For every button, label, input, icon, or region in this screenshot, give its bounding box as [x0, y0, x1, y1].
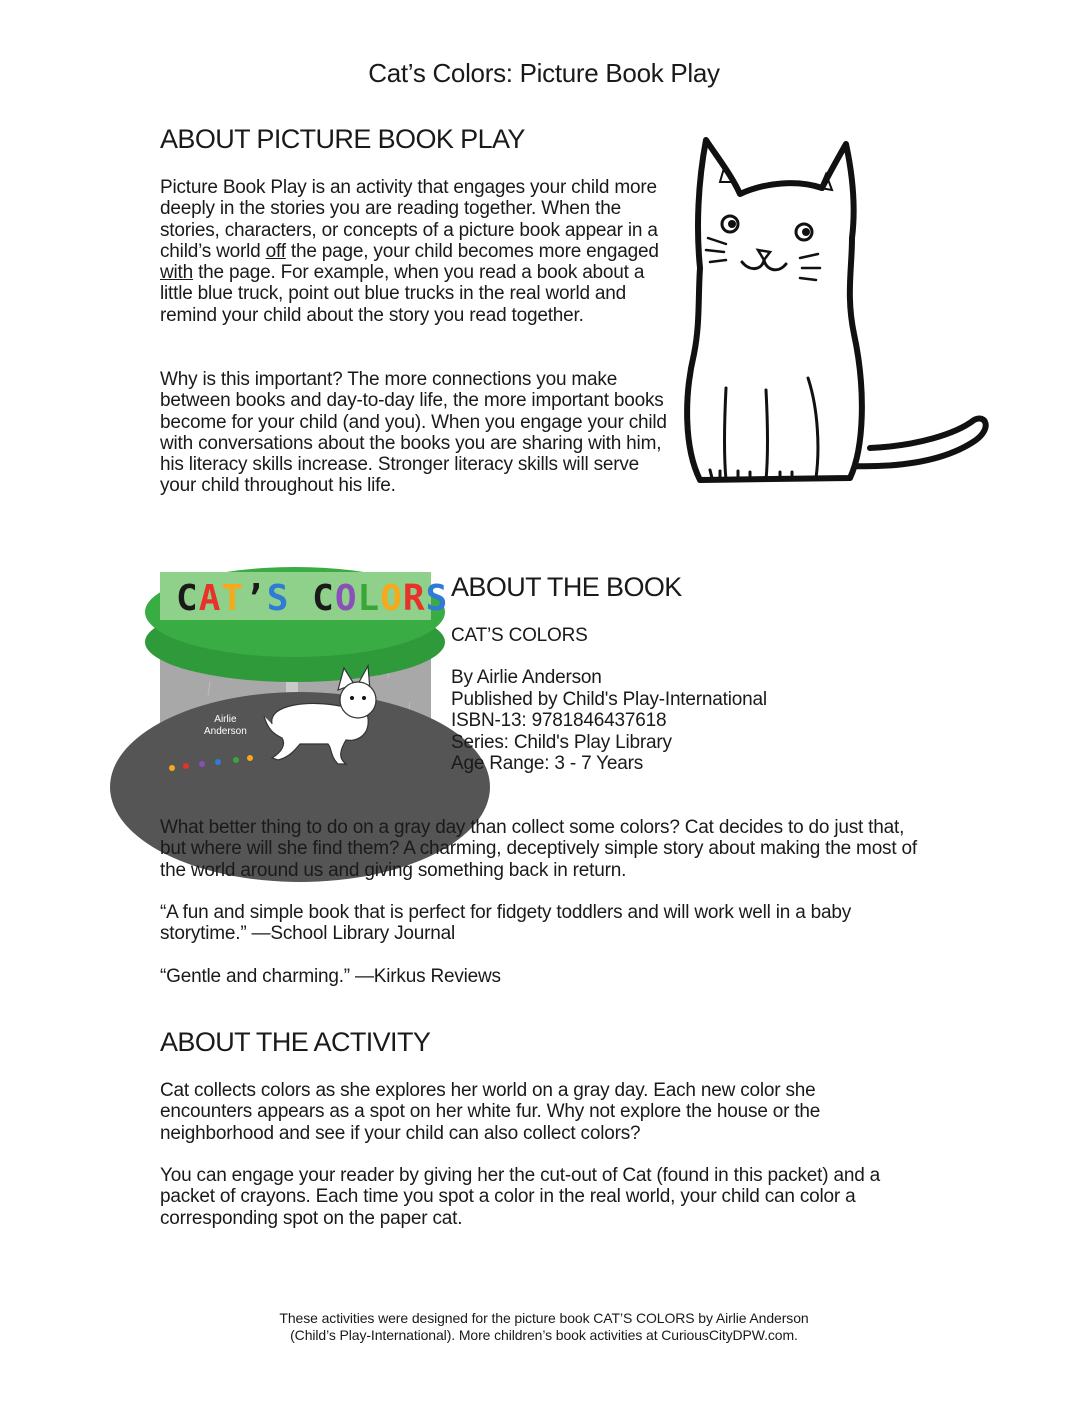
cover-letter: O [334, 578, 358, 619]
cover-letter [289, 578, 312, 619]
cover-letter: C [312, 578, 335, 619]
page-title: Cat’s Colors: Picture Book Play [368, 58, 720, 88]
review-school-library-journal: “A fun and simple book that is perfect for fidgety toddlers and will work well in a baby storytime.” —School Library Journal [160, 902, 852, 945]
about-book-heading: ABOUT THE BOOK [451, 572, 682, 602]
cover-letter: L [357, 578, 381, 619]
cover-letter: C [176, 578, 199, 619]
cover-letter: S [425, 578, 449, 619]
book-cover-author: Airlie Anderson [204, 714, 247, 737]
cover-letter: ’ [244, 578, 267, 619]
about-activity-heading: ABOUT THE ACTIVITY [160, 1027, 431, 1057]
book-cover-image [160, 572, 449, 778]
about-play-paragraph-2: Why is this important? The more connections you make between books and day-to-day life, the more important books become for your child (and you). When you engage your child with conversations about the books you are sharing with him, his literacy skills increase. Stronger literacy skills will serve your child throughout his life. [160, 369, 667, 497]
book-isbn: ISBN-13: 9781846437618 [451, 710, 667, 731]
cover-letter: O [380, 578, 403, 619]
book-series: Series: Child's Play Library [451, 731, 672, 753]
cover-letter: A [198, 578, 222, 619]
book-publisher: Published by Child's Play-International [451, 688, 767, 710]
about-play-heading: ABOUT PICTURE BOOK PLAY [160, 124, 525, 154]
about-activity-paragraph-1: Cat collects colors as she explores her world on a gray day. Each new color she encounters appears as a spot on her white fur. Why not explore the house or the neighborhood and see if your child can also collect colors? [160, 1080, 821, 1144]
footer-line-2: (Child’s Play-International). More children’s book activities at CuriousCityDPW.com. [290, 1327, 798, 1343]
book-cover-title [176, 578, 448, 619]
cover-letter: R [402, 578, 426, 619]
book-title-label: CAT’S COLORS [451, 625, 588, 646]
cover-letter: T [221, 578, 245, 619]
book-details [451, 667, 767, 775]
cat-illustration [680, 128, 992, 500]
review-kirkus: “Gentle and charming.” —Kirkus Reviews [160, 966, 501, 987]
book-age-range: Age Range: 3 - 7 Years [451, 753, 644, 774]
book-description: What better thing to do on a gray day than collect some colors? Cat decides to do just that, but where will she find them? A charming, deceptively simple story about making the most of the world around us and giving something back in return. [160, 817, 917, 881]
book-author: By Airlie Anderson [451, 667, 602, 688]
about-play-paragraph-1: Picture Book Play is an activity that engages your child more deeply in the stories you are reading together. When the stories, characters, or concepts of a picture book appear in a child’s world off the page, your child becomes more engaged with the page. For example, when you read a book about a little blue truck, point out blue trucks in the real world and remind your child about the story you read together. [160, 177, 659, 326]
footer [0, 1310, 1088, 1344]
about-activity-paragraph-2: You can engage your reader by giving her the cut-out of Cat (found in this packet) and a packet of crayons. Each time you spot a color in the real world, your child can color a corresponding spot on the paper cat. [160, 1165, 881, 1229]
footer-line-1: These activities were designed for the picture book CAT’S COLORS by Airlie Anderson [279, 1310, 809, 1326]
cover-letter: S [266, 578, 290, 619]
